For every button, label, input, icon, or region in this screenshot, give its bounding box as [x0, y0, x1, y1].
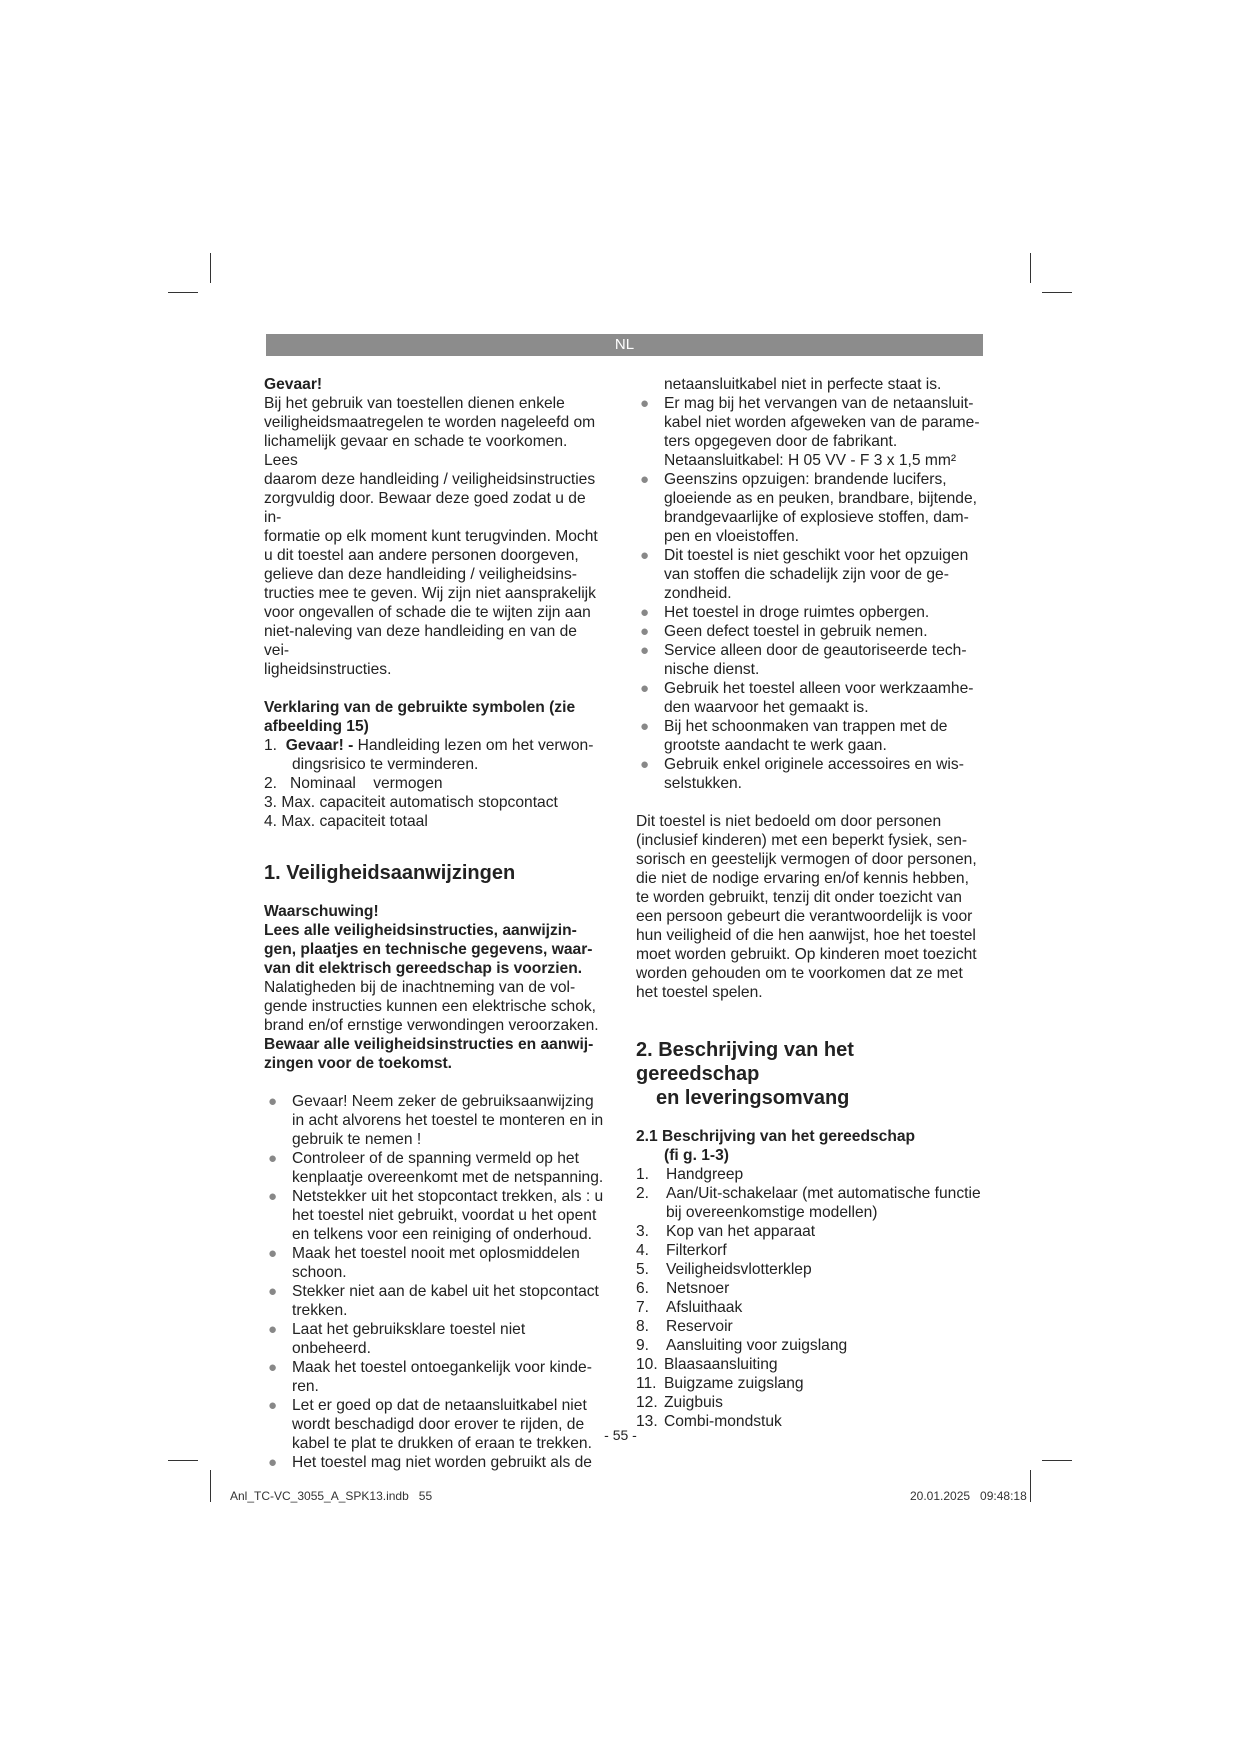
part-label: Combi-mondstuk	[664, 1413, 782, 1430]
bullet-line: in acht alvorens het toestel te monteren en in	[292, 1112, 604, 1129]
section-2-title: 2. Beschrijving van het gereedschap	[636, 1039, 854, 1085]
bullet-line: Gebruik het toestel alleen voor werkzaamhe-	[664, 680, 974, 697]
part-number: 11.	[636, 1375, 657, 1392]
paragraph-line: moet worden gebruikt. Op kinderen moet toezicht	[636, 946, 977, 963]
bullet-line: Bij het schoonmaken van trappen met de	[664, 718, 948, 735]
part-label: Reservoir	[666, 1318, 733, 1335]
part-label: Afsluithaak	[666, 1299, 743, 1316]
paragraph-line: hun veiligheid of die hen aanwijst, hoe het toestel	[636, 927, 976, 944]
symbol-item: 3. Max. capaciteit automatisch stopcontact	[264, 794, 558, 811]
part-label: Kop van het apparaat	[666, 1223, 816, 1240]
bullet-item	[264, 1244, 604, 1282]
bullet-line: ren.	[292, 1378, 319, 1395]
part-item	[636, 1241, 981, 1260]
part-item	[636, 1336, 981, 1355]
bullet-line: Er mag bij het vervangen van de netaansluit-	[664, 395, 974, 412]
symbol-item-cont: dingsrisico te verminderen.	[292, 756, 479, 773]
bullet-line: Geenszins opzuigen: brandende lucifers,	[664, 471, 947, 488]
safety-bullet-list	[264, 1092, 604, 1472]
bullet-line: Geen defect toestel in gebruik nemen.	[664, 623, 928, 640]
bullet-line: kabel te plat te drukken of eraan te trekken.	[292, 1435, 592, 1452]
part-label: Handgreep	[666, 1166, 744, 1183]
warning-line: brand en/of ernstige verwondingen veroorzaken.	[264, 1017, 599, 1034]
part-item	[636, 1184, 981, 1222]
crop-mark	[210, 1470, 211, 1502]
part-number: 1.	[636, 1166, 650, 1183]
left-column	[264, 375, 604, 1472]
bullet-line: Het toestel mag niet worden gebruikt als de	[292, 1454, 592, 1471]
safety-bullet-list-continued	[636, 394, 981, 793]
part-label: Veiligheidsvlotterklep	[666, 1261, 812, 1278]
bullet-line: den waarvoor het gemaakt is.	[664, 699, 869, 716]
bullet-line: gloeiende as en peuken, brandbare, bijtende,	[664, 490, 977, 507]
crop-mark	[168, 1460, 198, 1461]
bullet-line: Maak het toestel nooit met oplosmiddelen	[292, 1245, 580, 1262]
part-number: 3.	[636, 1223, 650, 1240]
intro-line: formatie op elk moment kunt terugvinden. Mocht	[264, 528, 598, 545]
bullet-item	[636, 679, 981, 717]
warning-bold-line: van dit elektrisch gereedschap is voorzien.	[264, 960, 583, 977]
part-label: Buigzame zuigslang	[664, 1375, 804, 1392]
part-number: 2.	[636, 1185, 650, 1202]
part-number: 12.	[636, 1394, 658, 1411]
part-number: 13.	[636, 1413, 658, 1430]
part-item	[636, 1260, 981, 1279]
intro-title: Gevaar!	[264, 376, 323, 393]
crop-mark	[1030, 1470, 1031, 1502]
bullet-line: Laat het gebruiksklare toestel niet onbeheerd.	[292, 1321, 526, 1357]
bullet-item	[636, 394, 981, 470]
crop-mark	[210, 253, 211, 283]
symbols-title-cont: afbeelding 15)	[264, 718, 369, 735]
part-number: 8.	[636, 1318, 650, 1335]
part-item	[636, 1374, 981, 1393]
timestamp-slug: 20.01.2025 09:48:18	[910, 1489, 1027, 1503]
bullet-item	[264, 1396, 604, 1453]
bullet-item	[636, 546, 981, 603]
part-label: Netsnoer	[666, 1280, 730, 1297]
intro-line: niet-naleving van deze handleiding en van de vei-	[264, 623, 577, 659]
paragraph-line: Dit toestel is niet bedoeld om door personen	[636, 813, 942, 830]
symbols-title: Verklaring van de gebruikte symbolen (zie	[264, 699, 576, 716]
part-label-cont: bij overeenkomstige modellen)	[666, 1204, 878, 1221]
part-label: Aan/Uit-schakelaar (met automatische functie	[666, 1185, 981, 1202]
symbol-item: 2. Nominaal vermogen	[264, 775, 443, 792]
intro-line: u dit toestel aan andere personen doorgeven,	[264, 547, 579, 564]
bullet-line: en telkens voor een reiniging of onderhoud.	[292, 1226, 592, 1243]
symbol-warning: Gevaar! -	[285, 737, 354, 754]
part-number: 10.	[636, 1356, 658, 1373]
bullet-icon: ●	[640, 642, 650, 659]
paragraph-line: (inclusief kinderen) met een beperkt fysiek, sen-	[636, 832, 968, 849]
warning-line: Nalatigheden bij de inachtneming van de vol-	[264, 979, 576, 996]
bullet-item	[636, 755, 981, 793]
bullet-icon: ●	[640, 547, 650, 564]
bullet-icon: ●	[268, 1321, 278, 1338]
warning-bold-line: Lees alle veiligheidsinstructies, aanwijzin-	[264, 922, 577, 939]
intro-line: veiligheidsmaatregelen te worden nageleefd om	[264, 414, 596, 431]
bullet-line: Stekker niet aan de kabel uit het stopcontact	[292, 1283, 599, 1300]
part-number: 9.	[636, 1337, 650, 1354]
bullet-icon: ●	[268, 1454, 278, 1471]
part-number: 6.	[636, 1280, 650, 1297]
bullet-item	[264, 1092, 604, 1149]
crop-mark	[1042, 1460, 1072, 1461]
bullet-line: Maak het toestel ontoegankelijk voor kinde-	[292, 1359, 592, 1376]
paragraph-line: die niet de nodige ervaring en/of kennis hebben,	[636, 870, 969, 887]
bullet-icon: ●	[268, 1150, 278, 1167]
part-item	[636, 1279, 981, 1298]
bullet-item	[264, 1358, 604, 1396]
bullet-item	[264, 1187, 604, 1244]
intro-line: lichamelijk gevaar en schade te voorkomen. Lees	[264, 433, 568, 469]
bullet-icon: ●	[640, 471, 650, 488]
part-number: 5.	[636, 1261, 650, 1278]
bullet-icon: ●	[268, 1283, 278, 1300]
right-column	[636, 375, 981, 1431]
paragraph-line: het toestel spelen.	[636, 984, 763, 1001]
bullet-line: zondheid.	[664, 585, 732, 602]
bullet-line: wordt beschadigd door erover te rijden, de	[292, 1416, 585, 1433]
part-label: Blaasaansluiting	[664, 1356, 778, 1373]
paragraph-line: worden gehouden om te voorkomen dat ze met	[636, 965, 963, 982]
part-label: Zuigbuis	[664, 1394, 723, 1411]
keep-line: zingen voor de toekomst.	[264, 1055, 453, 1072]
intro-paragraph	[264, 394, 604, 679]
part-label: Filterkorf	[666, 1242, 727, 1259]
bullet-icon: ●	[268, 1093, 278, 1110]
symbol-item	[264, 736, 604, 755]
page-number: - 55 -	[604, 1427, 637, 1443]
bullet-item	[636, 603, 981, 622]
crop-mark	[1030, 253, 1031, 283]
intro-line: voor ongevallen of schade die te wijten zijn aan	[264, 604, 591, 621]
part-label: Aansluiting voor zuigslang	[666, 1337, 848, 1354]
bullet-line: kabel niet worden afgeweken van de parame-	[664, 414, 980, 431]
bullet-line: nische dienst.	[664, 661, 760, 678]
keep-instructions-text	[264, 1035, 604, 1073]
intro-line: daarom deze handleiding / veiligheidsinstructies	[264, 471, 596, 488]
intro-line: ligheidsinstructies.	[264, 661, 392, 678]
symbol-text: Handleiding lezen om het verwon-	[353, 737, 594, 754]
bullet-line: het toestel niet gebruikt, voordat u het opent	[292, 1207, 597, 1224]
intro-line: Bij het gebruik van toestellen dienen enkele	[264, 395, 565, 412]
bullet-icon: ●	[640, 623, 650, 640]
bullet-icon: ●	[268, 1188, 278, 1205]
bullet-line: schoon.	[292, 1264, 347, 1281]
bullet-line: Gebruik enkel originele accessoires en wis-	[664, 756, 964, 773]
bullet-line: pen en vloeistoffen.	[664, 528, 799, 545]
language-header-bar	[266, 334, 983, 356]
bullet-line: Service alleen door de geautoriseerde tech-	[664, 642, 967, 659]
language-label: NL	[614, 336, 635, 353]
bullet-icon: ●	[640, 718, 650, 735]
bullet-line: Netaansluitkabel: H 05 VV - F 3 x 1,5 mm²	[664, 452, 957, 469]
part-item	[636, 1393, 981, 1412]
bullet-icon: ●	[268, 1397, 278, 1414]
bullet-line: Let er goed op dat de netaansluitkabel niet	[292, 1397, 587, 1414]
bullet-item	[264, 1453, 604, 1472]
part-item	[636, 1165, 981, 1184]
continued-line: netaansluitkabel niet in perfecte staat is.	[664, 376, 942, 393]
part-item	[636, 1355, 981, 1374]
bullet-icon: ●	[640, 395, 650, 412]
part-item	[636, 1222, 981, 1241]
bullet-icon: ●	[268, 1245, 278, 1262]
crop-mark	[168, 292, 198, 293]
bullet-line: Netstekker uit het stopcontact trekken, als : u	[292, 1188, 604, 1205]
warning-text	[264, 978, 604, 1035]
part-number: 7.	[636, 1299, 650, 1316]
part-item	[636, 1298, 981, 1317]
paragraph-line: sorisch en geestelijk vermogen of door personen,	[636, 851, 977, 868]
section-2-title-cont: en leveringsomvang	[656, 1087, 850, 1109]
warning-bold-line: gen, plaatjes en technische gegevens, waar-	[264, 941, 593, 958]
bullet-icon: ●	[640, 680, 650, 697]
intro-line: gelieve dan deze handleiding / veiligheidsins-	[264, 566, 577, 583]
bullet-item	[636, 622, 981, 641]
section-1-title: 1. Veiligheidsaanwijzingen	[264, 862, 516, 884]
bullet-line: grootste aandacht te werk gaan.	[664, 737, 887, 754]
bullet-icon: ●	[640, 756, 650, 773]
paragraph-line: te worden gebruikt, tenzij dit onder toezicht van	[636, 889, 962, 906]
bullet-line: gebruik te nemen !	[292, 1131, 422, 1148]
bullet-line: Dit toestel is niet geschikt voor het opzuigen	[664, 547, 969, 564]
bullet-line: van stoffen die schadelijk zijn voor de ge-	[664, 566, 949, 583]
bullet-item	[636, 470, 981, 546]
children-warning-paragraph	[636, 812, 981, 1002]
warning-bold-text	[264, 921, 604, 978]
bullet-item	[264, 1320, 604, 1358]
keep-line: Bewaar alle veiligheidsinstructies en aanwij-	[264, 1036, 594, 1053]
intro-line: zorgvuldig door. Bewaar deze goed zodat u de in-	[264, 490, 586, 526]
bullet-icon: ●	[640, 604, 650, 621]
bullet-line: kenplaatje overeenkomt met de netspanning.	[292, 1169, 604, 1186]
intro-line: tructies mee te geven. Wij zijn niet aansprakelijk	[264, 585, 596, 602]
bullet-item	[636, 641, 981, 679]
symbol-number: 1.	[264, 737, 278, 754]
bullet-item	[264, 1149, 604, 1187]
bullet-line: Gevaar! Neem zeker de gebruiksaanwijzing	[292, 1093, 594, 1110]
paragraph-line: een persoon gebeurt die verantwoordelijk is voor	[636, 908, 973, 925]
bullet-line: Controleer of de spanning vermeld op het	[292, 1150, 579, 1167]
warning-title: Waarschuwing!	[264, 903, 379, 920]
part-item	[636, 1317, 981, 1336]
file-slug: Anl_TC-VC_3055_A_SPK13.indb 55	[230, 1489, 433, 1503]
bullet-icon: ●	[268, 1359, 278, 1376]
symbol-item: 4. Max. capaciteit totaal	[264, 813, 428, 830]
crop-mark	[1042, 292, 1072, 293]
bullet-line: Het toestel in droge ruimtes opbergen.	[664, 604, 930, 621]
bullet-item	[264, 1282, 604, 1320]
bullet-line: brandgevaarlijke of explosieve stoffen, dam-	[664, 509, 969, 526]
bullet-line: trekken.	[292, 1302, 348, 1319]
subsection-2-1-title: 2.1 Beschrijving van het gereedschap	[636, 1128, 916, 1145]
warning-line: gende instructies kunnen een elektrische schok,	[264, 998, 596, 1015]
bullet-item	[636, 717, 981, 755]
bullet-line: selstukken.	[664, 775, 743, 792]
bullet-line: ters opgegeven door de fabrikant.	[664, 433, 898, 450]
subsection-2-1-title-cont: (fi g. 1-3)	[664, 1147, 729, 1164]
part-number: 4.	[636, 1242, 650, 1259]
parts-list	[636, 1165, 981, 1431]
